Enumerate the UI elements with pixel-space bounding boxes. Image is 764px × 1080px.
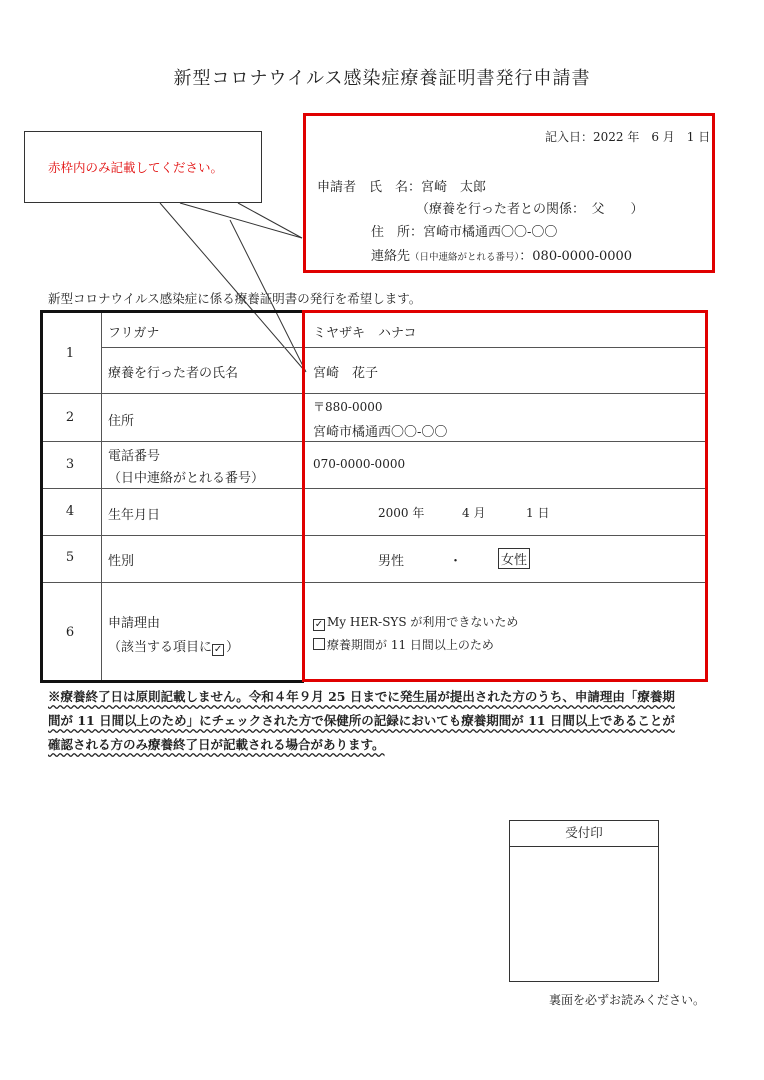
row-5-number: 5 [65,550,75,565]
birth-month[interactable]: 4 月 [462,506,486,520]
reason-option-2-text: 療養期間が 11 日間以上のため [327,638,494,652]
row-4-number: 4 [65,504,75,519]
checked-box-icon: ✓ [213,644,223,655]
phone-value[interactable]: 070-0000-0000 [313,457,406,471]
unchecked-box-icon[interactable] [313,638,325,650]
reason-sublabel-post: ） [226,640,240,655]
phone-sublabel: （日中連絡がとれる番号） [108,471,265,486]
applicant-name-value[interactable]: 宮崎 太郎 [421,180,487,195]
gender-separator: ・ [449,554,463,569]
address-label: 住所 [108,414,135,429]
reason-label: 申請理由 [108,616,161,631]
applicant-contact-sublabel: （日中連絡がとれる番号） [410,252,520,263]
instruction-callout-text: 赤枠内のみ記載してください。 [48,160,224,175]
note-line-3: 確認される方のみ療養終了日が記載される場合があります。 [48,737,385,752]
reason-sublabel-pre: （該当する項目に [108,640,213,655]
checked-box-icon[interactable]: ✓ [314,619,324,630]
furigana-value[interactable]: ミヤザキ ハナコ [313,326,417,341]
address-value[interactable]: 宮崎市橘通西〇〇-〇〇 [313,425,448,440]
furigana-label: フリガナ [108,326,160,341]
note-line-1: ※療養終了日は原則記載しません。令和４年９月 25 日までに発生届が提出された方のうち、申請理由「療養期 [48,689,675,704]
birthdate-label: 生年月日 [108,508,161,523]
reason-option-2[interactable] [313,636,494,653]
applicant-address-value[interactable]: 宮崎市橘通西〇〇-〇〇 [423,225,558,240]
applicant-address-label: 住 所： [371,225,424,240]
note-line-2: 間が 11 日間以上のため」にチェックされた方で保健所の記録においても療養期間が 11 日間以上であることが [48,713,675,728]
applicant-relation[interactable]: （療養を行った者との関係： 父 ） [416,202,644,217]
row-2-number: 2 [65,410,75,425]
reason-sublabel [108,636,239,656]
postal-code-value[interactable]: 〒880-0000 [313,400,383,414]
reason-option-1[interactable] [313,613,518,631]
patient-name-label: 療養を行った者の氏名 [108,366,239,381]
applicant-contact-row [371,245,632,264]
gender-option-male[interactable]: 男性 [378,554,405,569]
applicant-contact-label: 連絡先 [371,249,411,264]
row-1-number: 1 [65,346,75,361]
page-title: 新型コロナウイルス感染症療養証明書発行申請書 [173,68,591,89]
phone-label: 電話番号 [108,449,161,464]
gender-label: 性別 [108,554,135,569]
patient-name-value[interactable]: 宮崎 花子 [313,366,379,381]
applicant-name-label: 申請者 氏 名： [317,180,422,195]
applicant-address-row [371,221,557,240]
row-6-number: 6 [65,625,75,640]
birth-day[interactable]: 1 日 [526,506,550,520]
intro-text: 新型コロナウイルス感染症に係る療養証明書の発行を希望します。 [48,291,422,306]
footer-note: 裏面を必ずお読みください。 [549,993,706,1007]
birth-year[interactable]: 2000 年 [378,506,425,520]
applicant-contact-value[interactable]: ：080-0000-0000 [519,249,633,264]
reason-option-1-text: My HER-SYS が利用できないため [327,615,519,629]
row-3-number: 3 [65,457,75,472]
entry-date[interactable]: 記入日：2022 年 6 月 1 日 [545,130,711,144]
gender-option-female-selected[interactable]: 女性 [498,548,530,569]
applicant-name-row [317,176,486,195]
reception-stamp-label: 受付印 [509,820,659,847]
